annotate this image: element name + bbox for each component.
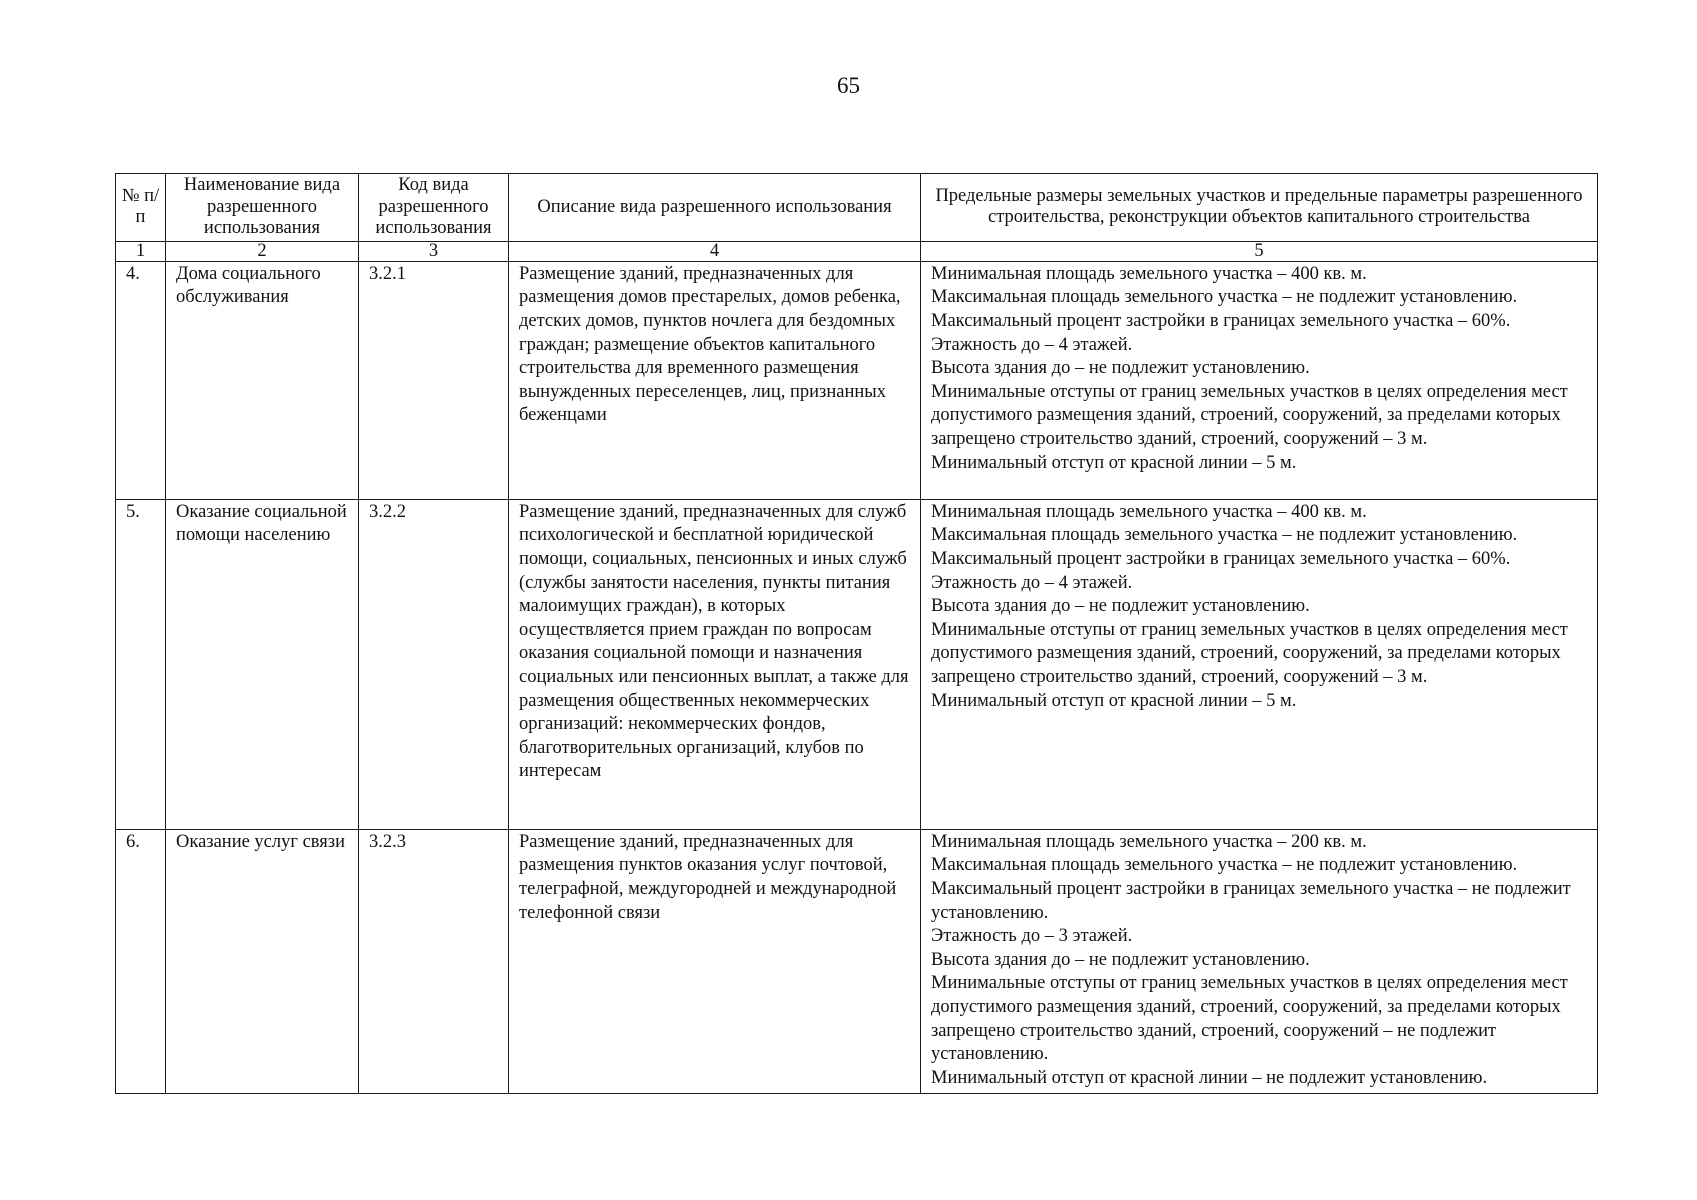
- param-line: Этажность до – 4 этажей.: [931, 572, 1133, 593]
- param-line: Максимальный процент застройки в границах земельного участка – не подлежит установлению.: [931, 878, 1571, 923]
- use-code: 3.2.3: [359, 829, 509, 1093]
- param-line: Максимальный процент застройки в границах земельного участка – 60%.: [931, 548, 1511, 569]
- use-description: Размещение зданий, предназначенных для размещения пунктов оказания услуг почтовой, телеграфной, междугородней и международной телефонной связи: [509, 829, 921, 1093]
- use-name: Оказание социальной помощи населению: [166, 499, 359, 829]
- table-header-row: [116, 174, 1598, 242]
- param-line: Высота здания до – не подлежит установлению.: [931, 596, 1310, 617]
- use-description: Размещение зданий, предназначенных для размещения домов престарелых, домов ребенка, детских домов, пунктов ночлега для бездомных граждан; размещение объектов капитального строительства для временного размещения вынужденных переселенцев, лиц, признанных беженцами: [509, 261, 921, 499]
- param-line: Этажность до – 3 этажей.: [931, 926, 1133, 947]
- page-number: 65: [837, 73, 860, 98]
- use-code: 3.2.1: [359, 261, 509, 499]
- header-number: № п/п: [116, 174, 166, 242]
- param-line: Минимальная площадь земельного участка – 400 кв. м.: [931, 501, 1367, 522]
- row-number: 4.: [116, 261, 166, 499]
- param-line: Максимальный процент застройки в границах земельного участка – 60%.: [931, 310, 1511, 331]
- row-number: 6.: [116, 829, 166, 1093]
- use-name: Оказание услуг связи: [166, 829, 359, 1093]
- param-line: Этажность до – 4 этажей.: [931, 334, 1133, 355]
- param-line: Максимальная площадь земельного участка – не подлежит установлению.: [931, 287, 1518, 308]
- limit-parameters: [921, 499, 1598, 829]
- header-limit-parameters: Предельные размеры земельных участков и предельные параметры разрешенного строительства, реконструкции объектов капитального строительства: [921, 174, 1598, 242]
- column-number: 1: [116, 241, 166, 261]
- limit-parameters: [921, 829, 1598, 1093]
- param-line: Высота здания до – не подлежит установлению.: [931, 358, 1310, 379]
- param-line: Максимальная площадь земельного участка – не подлежит установлению.: [931, 525, 1518, 546]
- param-line: Высота здания до – не подлежит установлению.: [931, 949, 1310, 970]
- header-use-code: Код вида разрешенного использования: [359, 174, 509, 242]
- column-number: 5: [921, 241, 1598, 261]
- permitted-use-table: [115, 173, 1598, 1094]
- limit-parameters: [921, 261, 1598, 499]
- param-line: Минимальные отступы от границ земельных участков в целях определения мест допустимого размещения зданий, строений, сооружений, за пределами которых запрещено строительство зданий, строений, сооружений – 3 м.: [931, 619, 1568, 687]
- use-name: Дома социального обслуживания: [166, 261, 359, 499]
- param-line: Минимальная площадь земельного участка – 400 кв. м.: [931, 263, 1367, 284]
- use-code: 3.2.2: [359, 499, 509, 829]
- table-row: [116, 261, 1598, 499]
- column-number: 3: [359, 241, 509, 261]
- table-row: [116, 829, 1598, 1093]
- header-use-description: Описание вида разрешенного использования: [509, 174, 921, 242]
- row-number: 5.: [116, 499, 166, 829]
- column-number-row: [116, 241, 1598, 261]
- param-line: Минимальный отступ от красной линии – не подлежит установлению.: [931, 1067, 1488, 1088]
- header-use-name: Наименование вида разрешенного использования: [166, 174, 359, 242]
- param-line: Минимальная площадь земельного участка – 200 кв. м.: [931, 831, 1367, 852]
- param-line: Минимальные отступы от границ земельных участков в целях определения мест допустимого размещения зданий, строений, сооружений, за пределами которых запрещено строительство зданий, строений, сооружений – 3 м.: [931, 381, 1568, 449]
- param-line: Минимальный отступ от красной линии – 5 м.: [931, 690, 1297, 711]
- table-row: [116, 499, 1598, 829]
- column-number: 2: [166, 241, 359, 261]
- param-line: Максимальная площадь земельного участка – не подлежит установлению.: [931, 855, 1518, 876]
- column-number: 4: [509, 241, 921, 261]
- param-line: Минимальный отступ от красной линии – 5 м.: [931, 452, 1297, 473]
- use-description: Размещение зданий, предназначенных для служб психологической и бесплатной юридической помощи, социальных, пенсионных и иных служб (службы занятости населения, пункты питания малоимущих граждан), в которых осуществляется прием граждан по вопросам оказания социальной помощи и назначения социальных или пенсионных выплат, а также для размещения общественных некоммерческих организаций: некоммерческих фондов, благотворительных организаций, клубов по интересам: [509, 499, 921, 829]
- param-line: Минимальные отступы от границ земельных участков в целях определения мест допустимого размещения зданий, строений, сооружений, за пределами которых запрещено строительство зданий, строений, сооружений – не подлежит установлению.: [931, 973, 1568, 1065]
